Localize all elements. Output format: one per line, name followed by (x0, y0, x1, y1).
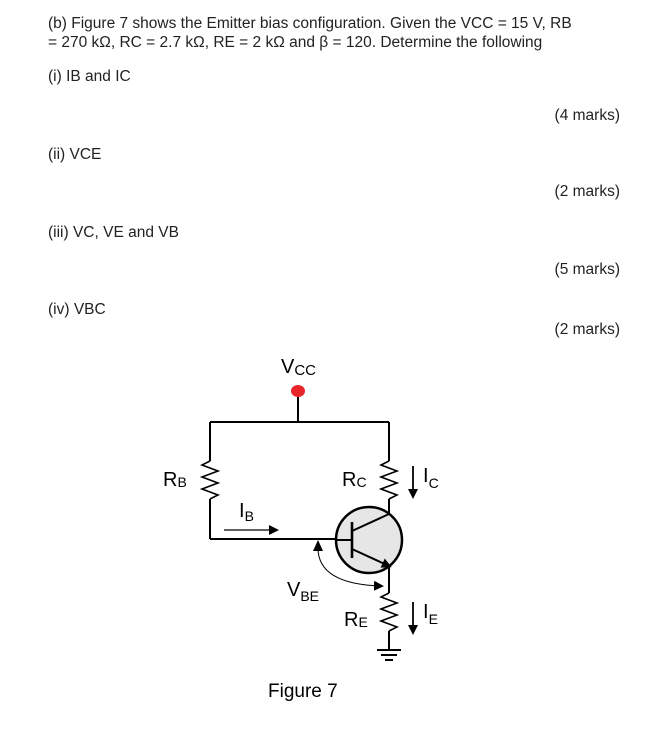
part-i-label: (i) IB and IC (48, 68, 131, 85)
vcc-label: VCC (281, 356, 317, 379)
ic-label: $I_C$ (423, 465, 439, 491)
ground-symbol (377, 650, 401, 660)
part-ii-marks: (2 marks) (554, 183, 620, 200)
part-iii-label: (iii) VC, VE and VB (48, 224, 179, 241)
part-iv-label: (iv) VBC (48, 301, 106, 318)
part-ii-label: (ii) VCE (48, 146, 102, 163)
figure-caption: Figure 7 (268, 681, 338, 702)
vbe-arrow-start (313, 540, 323, 551)
re-resistor-zigzag (381, 593, 397, 631)
question-intro-line-2: = 270 kΩ, RC = 2.7 kΩ, RE = 2 kΩ and β = 120. Determine the following (48, 34, 543, 51)
rb-label: RB (163, 469, 187, 491)
rc-label: RC (342, 469, 367, 491)
vbe-label: $V_{BE}$ (287, 579, 320, 604)
rb-resistor-zigzag (202, 461, 218, 499)
part-i-marks: (4 marks) (554, 107, 620, 124)
vcc-terminal-dot (291, 385, 305, 397)
part-iii-marks: (5 marks) (554, 261, 620, 278)
rc-resistor-zigzag (381, 461, 397, 499)
question-intro-line-1: (b) Figure 7 shows the Emitter bias configuration. Given the VCC = 15 V, RB (48, 15, 572, 32)
ib-label: $I_B$ (239, 500, 254, 524)
re-label: RE (344, 609, 368, 631)
part-iv-marks: (2 marks) (554, 321, 620, 338)
ie-label: $I_E$ (423, 601, 438, 627)
